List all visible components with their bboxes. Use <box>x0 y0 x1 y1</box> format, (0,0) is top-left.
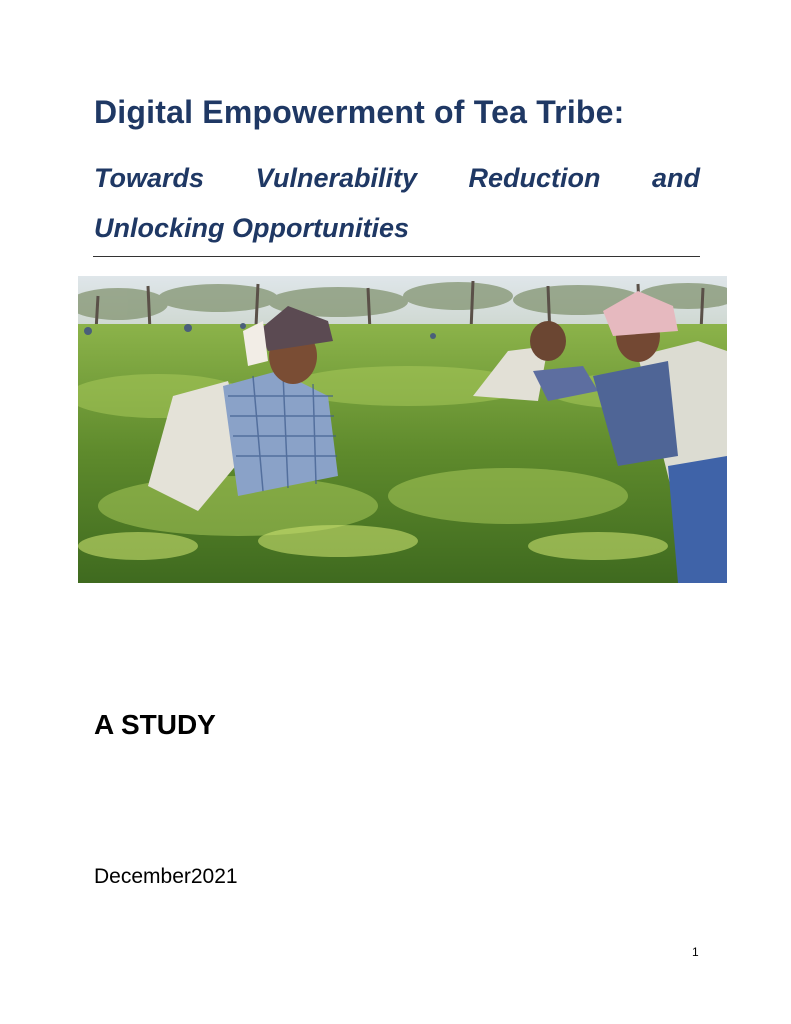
subtitle-line-2: Unlocking Opportunities <box>94 213 409 243</box>
subtitle-word: Towards <box>94 163 205 193</box>
cover-photo <box>78 276 727 583</box>
subtitle-word: Vulnerability <box>255 163 418 193</box>
subtitle-line-1 <box>94 153 700 203</box>
photo-icon <box>78 276 727 583</box>
subtitle-word: Reduction <box>468 163 601 193</box>
publication-date: December2021 <box>94 865 238 888</box>
title-divider <box>93 256 700 257</box>
document-subtitle <box>94 153 700 253</box>
document-title: Digital Empowerment of Tea Tribe: <box>94 94 625 130</box>
subtitle-word: and <box>651 163 700 193</box>
study-label: A STUDY <box>94 709 216 740</box>
page-number: 1 <box>692 945 699 959</box>
